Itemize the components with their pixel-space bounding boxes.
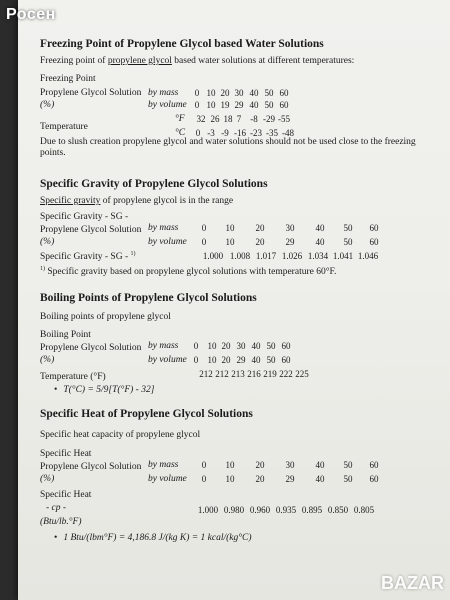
freezing-mass-cell: 10 (206, 88, 216, 98)
freezing-mass-cell: 20 (220, 88, 230, 98)
gravity-volume-cell: 10 (225, 237, 235, 247)
freezing-mass-cell: 40 (249, 88, 259, 98)
freezing-note: Due to slush creation propylene glycol and water solutions should not be used close to the freezing points. (40, 137, 416, 158)
heat-sh-cell: 0.980 (223, 505, 245, 515)
freezing-intro-text-end: based water solutions at different temperatures: (174, 56, 355, 66)
freezing-mass-cell: 60 (279, 88, 289, 98)
heat-row-unit: (%) (40, 474, 55, 484)
heat-cp-symbol: - cp - (46, 503, 67, 513)
boiling-mass-cell: 50 (266, 341, 276, 351)
heat-sh-cell: 0.895 (301, 505, 323, 515)
heat-formula: • 1 Btu/(lbm°F) = 4,186.8 J/(kg K) = 1 kcal/(kg°C) (54, 533, 252, 543)
gravity-sg-cell: 1.034 (307, 251, 329, 261)
freezing-temp-f-cell: -55 (278, 114, 290, 124)
freezing-unit-c: °C (175, 128, 186, 138)
freezing-volume-cell: 0 (194, 100, 200, 110)
freezing-temp-f-cell: -8 (250, 114, 258, 124)
heat-sh-cell: 1.000 (197, 505, 219, 515)
gravity-sg-cell: 1.046 (357, 251, 379, 261)
heat-mass-cell: 40 (315, 460, 325, 470)
heat-mass-cell: 0 (201, 460, 207, 470)
heat-by-mass: by mass (148, 460, 179, 470)
gravity-by-volume: by volume (148, 237, 187, 247)
boiling-mass-cell: 30 (236, 341, 246, 351)
freezing-volume-cell: 19 (220, 100, 230, 110)
freezing-temp-c-cell: -35 (266, 128, 278, 138)
freezing-by-mass: by mass (148, 88, 179, 98)
boiling-temp-cell: 222 (279, 369, 293, 379)
boiling-mass-cell: 60 (281, 341, 291, 351)
boiling-volume-cell: 20 (221, 355, 231, 365)
gravity-sg-cell: 1.017 (255, 251, 277, 261)
gravity-row-unit: (%) (40, 237, 55, 247)
boiling-table-head: Boiling Point (40, 330, 91, 340)
heat-sh-unit: (Btu/lb.°F) (40, 517, 82, 527)
freezing-volume-cell: 40 (249, 100, 259, 110)
gravity-mass-cell: 20 (255, 223, 265, 233)
gravity-mass-cell: 30 (285, 223, 295, 233)
heat-volume-cell: 20 (255, 474, 265, 484)
boiling-by-volume: by volume (148, 355, 187, 365)
boiling-mass-cell: 10 (207, 341, 217, 351)
boiling-temp-cell: 213 (231, 369, 245, 379)
freezing-temp-f-cell: 32 (196, 114, 206, 124)
gravity-volume-cell: 40 (315, 237, 325, 247)
freezing-row-label: Propylene Glycol Solution (40, 88, 142, 98)
boiling-temp-label: Temperature (°F) (40, 372, 106, 382)
freezing-volume-cell: 10 (206, 100, 216, 110)
gravity-mass-cell: 50 (343, 223, 353, 233)
gravity-footnote (40, 266, 336, 277)
gravity-sg-cell: 1.008 (229, 251, 251, 261)
gravity-by-mass: by mass (148, 223, 179, 233)
bazar-logo: BAZAR (381, 573, 444, 593)
freezing-temp-f-cell: 7 (236, 114, 242, 124)
heat-volume-cell: 60 (369, 474, 379, 484)
freezing-mass-cell: 0 (194, 88, 200, 98)
freezing-temp-c-cell: -3 (207, 128, 215, 138)
boiling-row-label: Propylene Glycol Solution (40, 343, 142, 353)
freezing-by-volume: by volume (148, 100, 187, 110)
boiling-temp-cell: 216 (247, 369, 261, 379)
section-title-boiling: Boiling Points of Propylene Glycol Solutions (40, 292, 257, 304)
gravity-mass-cell: 60 (369, 223, 379, 233)
freezing-temp-c-cell: -48 (282, 128, 294, 138)
freezing-temp-f-cell: -29 (263, 114, 275, 124)
gravity-sg-cell: 1.000 (202, 251, 224, 261)
gravity-intro-text: of propylene glycol is in the range (102, 196, 234, 206)
heat-sh-cell: 0.850 (327, 505, 349, 515)
heat-mass-cell: 50 (343, 460, 353, 470)
gravity-volume-cell: 50 (343, 237, 353, 247)
heat-mass-cell: 10 (225, 460, 235, 470)
sg-label-text: Specific Gravity - SG - (40, 252, 129, 263)
freezing-temp-f-cell: 18 (223, 114, 233, 124)
freezing-temp-label: Temperature (40, 122, 88, 132)
sg-footnote-marker: 1) (130, 251, 136, 257)
freezing-intro (40, 56, 354, 66)
gravity-row-label: Propylene Glycol Solution (40, 225, 142, 235)
gravity-mass-cell: 40 (315, 223, 325, 233)
seller-watermark: Росен (6, 6, 56, 23)
boiling-formula: • T(°C) = 5/9[T(°F) - 32] (54, 385, 154, 395)
boiling-temp-cell: 212 (215, 369, 229, 379)
boiling-volume-cell: 0 (193, 355, 199, 365)
section-title-gravity: Specific Gravity of Propylene Glycol Solutions (40, 178, 268, 190)
gravity-volume-cell: 20 (255, 237, 265, 247)
boiling-temp-cell: 225 (295, 369, 309, 379)
boiling-volume-cell: 40 (251, 355, 261, 365)
section-title-heat: Specific Heat of Propylene Glycol Solutions (40, 408, 253, 420)
gravity-mass-cell: 0 (201, 223, 207, 233)
heat-sh-cell: 0.935 (275, 505, 297, 515)
heat-intro: Specific heat capacity of propylene glycol (40, 430, 201, 440)
heat-sh-label: Specific Heat (40, 490, 92, 500)
freezing-temp-c-cell: -16 (234, 128, 246, 138)
specific-gravity-link[interactable]: Specific gravity (40, 196, 101, 206)
boiling-volume-cell: 10 (207, 355, 217, 365)
boiling-mass-cell: 40 (251, 341, 261, 351)
heat-table-head: Specific Heat (40, 449, 92, 459)
boiling-intro: Boiling points of propylene glycol (40, 312, 171, 322)
gravity-sg-cell: 1.026 (281, 251, 303, 261)
boiling-row-unit: (%) (40, 355, 55, 365)
boiling-volume-cell: 60 (281, 355, 291, 365)
freezing-table-head: Freezing Point (40, 74, 96, 84)
heat-by-volume: by volume (148, 474, 187, 484)
freezing-volume-cell: 60 (279, 100, 289, 110)
heat-volume-cell: 29 (285, 474, 295, 484)
gravity-sg-label (40, 251, 136, 262)
heat-volume-cell: 0 (201, 474, 207, 484)
boiling-temp-cell: 212 (199, 369, 213, 379)
freezing-temp-c-cell: 0 (195, 128, 201, 138)
heat-volume-cell: 10 (225, 474, 235, 484)
gravity-mass-cell: 10 (225, 223, 235, 233)
gravity-sg-cell: 1.041 (332, 251, 354, 261)
boiling-temp-cell: 219 (263, 369, 277, 379)
freezing-volume-cell: 29 (234, 100, 244, 110)
freezing-mass-cell: 50 (264, 88, 274, 98)
gravity-intro (40, 196, 233, 206)
document-page (18, 0, 450, 600)
freezing-intro-text: Freezing point of (40, 56, 106, 66)
heat-volume-cell: 40 (315, 474, 325, 484)
freezing-temp-c-cell: -23 (250, 128, 262, 138)
gravity-volume-cell: 60 (369, 237, 379, 247)
freezing-temp-f-cell: 26 (210, 114, 220, 124)
heat-row-label: Propylene Glycol Solution (40, 462, 142, 472)
footnote-marker: 1) (40, 266, 45, 272)
heat-mass-cell: 60 (369, 460, 379, 470)
gravity-volume-cell: 29 (285, 237, 295, 247)
heat-mass-cell: 30 (285, 460, 295, 470)
freezing-temp-c-cell: -9 (221, 128, 229, 138)
propylene-glycol-link[interactable]: propylene glycol (107, 56, 172, 66)
freezing-mass-cell: 30 (234, 88, 244, 98)
gravity-footnote-text: Specific gravity based on propylene glycol solutions with temperature 60°F. (47, 267, 337, 278)
heat-sh-cell: 0.960 (249, 505, 271, 515)
freezing-row-unit: (%) (40, 100, 55, 110)
freezing-unit-f: °F (175, 114, 185, 124)
heat-sh-cell: 0.805 (353, 505, 375, 515)
section-title-freezing: Freezing Point of Propylene Glycol based Water Solutions (40, 38, 324, 50)
freezing-volume-cell: 50 (264, 100, 274, 110)
gravity-volume-cell: 0 (201, 237, 207, 247)
boiling-by-mass: by mass (148, 341, 179, 351)
boiling-mass-cell: 0 (193, 341, 199, 351)
boiling-volume-cell: 50 (266, 355, 276, 365)
heat-volume-cell: 50 (343, 474, 353, 484)
heat-mass-cell: 20 (255, 460, 265, 470)
boiling-mass-cell: 20 (221, 341, 231, 351)
gravity-table-head: Specific Gravity - SG - (40, 212, 129, 222)
boiling-volume-cell: 29 (236, 355, 246, 365)
